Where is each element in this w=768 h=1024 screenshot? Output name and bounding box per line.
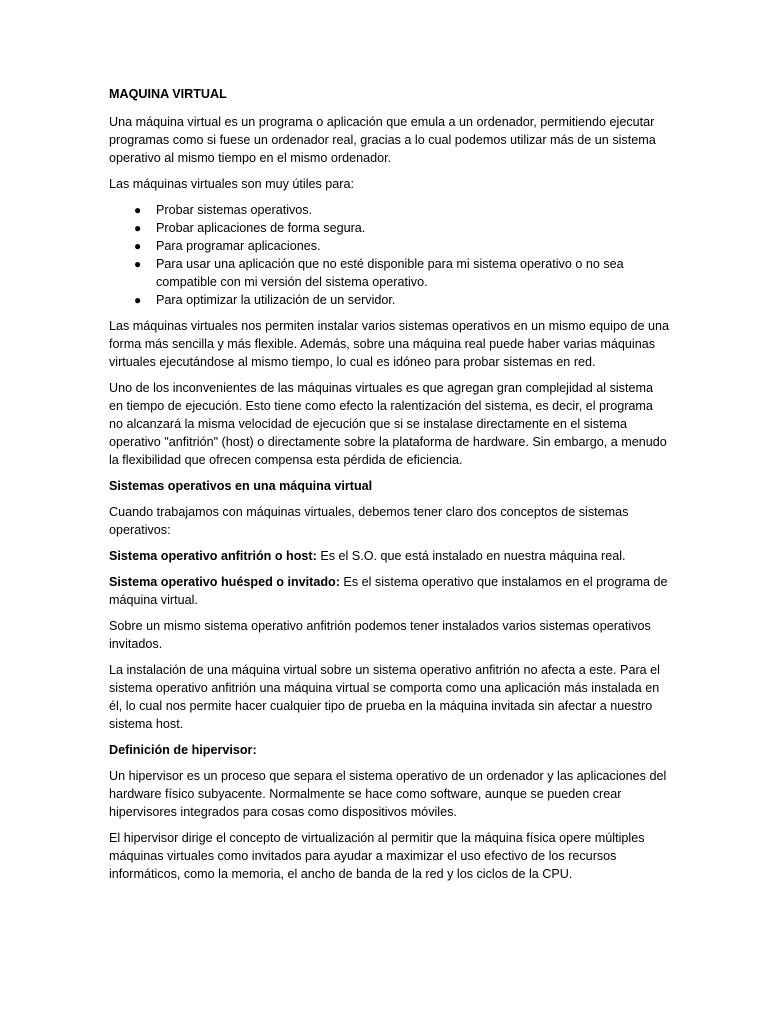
drawbacks-paragraph: Uno de los inconvenientes de las máquinas virtuales es que agregan gran complejidad al sistema en tiempo de ejecución. Esto tiene como efecto la ralentización del sistema, es decir, el programa no alcanzará la misma velocidad de ejecución que si se instalase directamente en el sistema operativo "anfitrión" (host) o directamente sobre la plataforma de hardware. Sin embargo, a menudo la flexibilidad que ofrecen compensa esta pérdida de eficiencia. bbox=[109, 381, 667, 467]
concepts-paragraph: Cuando trabajamos con máquinas virtuales, debemos tener claro dos conceptos de sistemas operativos: bbox=[109, 505, 629, 537]
bullet-icon: ● bbox=[134, 221, 142, 235]
list-item bbox=[109, 237, 669, 255]
bullet-icon: ● bbox=[134, 203, 142, 217]
hypervisor-definition-paragraph: Un hipervisor es un proceso que separa el sistema operativo de un ordenador y las aplicaciones del hardware físico subyacente. Normalmente se hace como software, aunque se pueden crear hipervisores integrados para cosas como dispositivos móviles. bbox=[109, 769, 667, 819]
section-heading-hypervisor: Definición de hipervisor: bbox=[109, 743, 257, 757]
host-description: Es el S.O. que está instalado en nuestra máquina real. bbox=[316, 549, 626, 563]
guest-term: Sistema operativo huésped o invitado: bbox=[109, 575, 340, 589]
intro-paragraph: Una máquina virtual es un programa o aplicación que emula a un ordenador, permitiendo ejecutar programas como si fuese un ordenador real, gracias a lo cual podemos utilizar más de un sistema operativo al mismo tiempo en el mismo ordenador. bbox=[109, 115, 656, 165]
list-item bbox=[109, 219, 669, 237]
uses-list bbox=[109, 201, 669, 309]
list-item-text: Probar sistemas operativos. bbox=[156, 203, 313, 217]
list-item bbox=[109, 201, 669, 219]
document-body bbox=[109, 85, 669, 891]
advantages-paragraph: Las máquinas virtuales nos permiten instalar varios sistemas operativos en un mismo equipo de una forma más sencilla y más flexible. Además, sobre una máquina real puede haber varias máquinas virtuales ejecutándose al mismo tiempo, lo cual es idóneo para probar sistemas en red. bbox=[109, 319, 670, 369]
multiple-guests-paragraph: Sobre un mismo sistema operativo anfitrión podemos tener instalados varios sistemas operativos invitados. bbox=[109, 619, 651, 651]
list-item-text: Probar aplicaciones de forma segura. bbox=[156, 221, 366, 235]
section-heading-os: Sistemas operativos en una máquina virtual bbox=[109, 479, 373, 493]
list-item-text: Para optimizar la utilización de un servidor. bbox=[156, 293, 396, 307]
hypervisor-virtualization-paragraph: El hipervisor dirige el concepto de virtualización al permitir que la máquina física opere múltiples máquinas virtuales como invitados para ayudar a maximizar el uso efectivo de los recursos informáticos, como la memoria, el ancho de banda de la red y los ciclos de la CPU. bbox=[109, 831, 645, 881]
bullet-icon: ● bbox=[134, 257, 142, 271]
bullet-icon: ● bbox=[134, 239, 142, 253]
host-term: Sistema operativo anfitrión o host: bbox=[109, 549, 317, 563]
list-item bbox=[109, 291, 669, 309]
list-item-text: Para usar una aplicación que no esté disponible para mi sistema operativo o no sea compatible con mi versión del sistema operativo. bbox=[156, 257, 624, 289]
guest-description: Es el sistema operativo que instalamos en el programa de máquina virtual. bbox=[109, 575, 668, 607]
list-item bbox=[109, 255, 669, 291]
host-definition bbox=[109, 547, 669, 565]
installation-paragraph: La instalación de una máquina virtual sobre un sistema operativo anfitrión no afecta a este. Para el sistema operativo anfitrión una máquina virtual se comporta como una aplicación más instalada en él, lo cual nos permite hacer cualquier tipo de prueba en la máquina invitada sin afectar a nuestro sistema host. bbox=[109, 663, 660, 731]
guest-definition bbox=[109, 573, 669, 609]
list-item-text: Para programar aplicaciones. bbox=[156, 239, 321, 253]
bullet-icon: ● bbox=[134, 293, 142, 307]
document-title: MAQUINA VIRTUAL bbox=[109, 87, 227, 101]
uses-intro-paragraph: Las máquinas virtuales son muy útiles para: bbox=[109, 177, 355, 191]
